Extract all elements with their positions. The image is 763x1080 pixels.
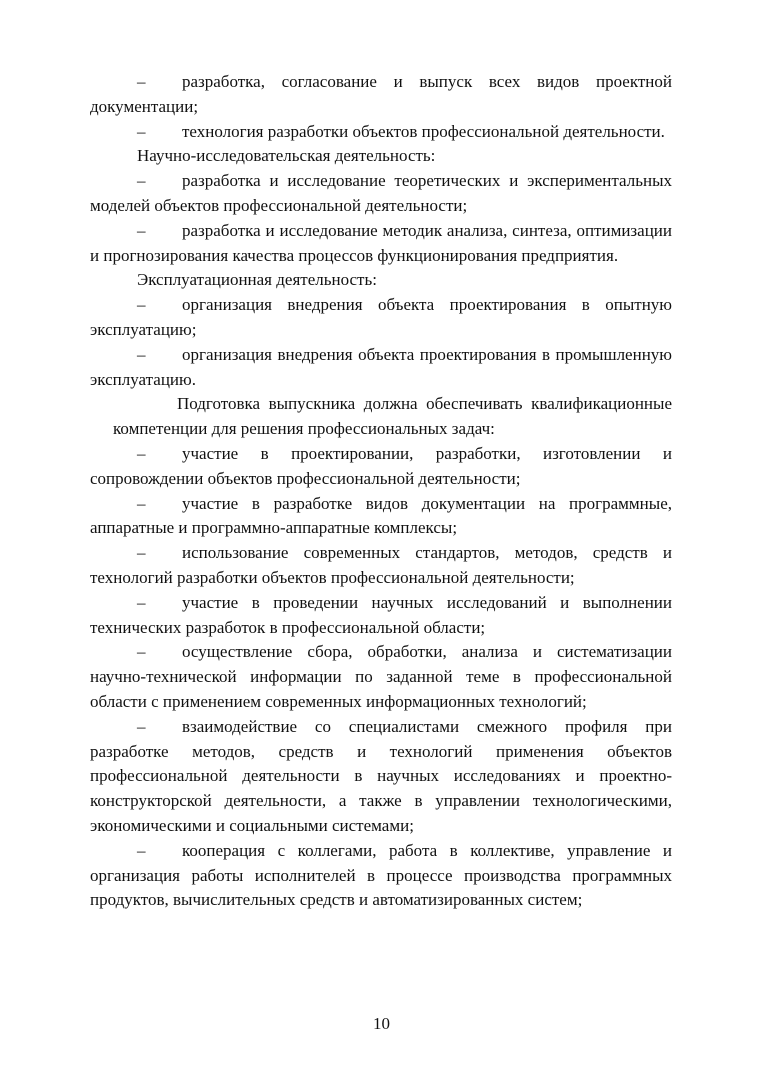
list-item [90,169,672,219]
dash-marker: – [137,840,146,860]
list-item [90,120,672,145]
list-item-text: разработка и исследование методик анализа, синтеза, оптимизации и прогнозирования качества процессов функционирования предприятия. [90,220,672,265]
list-item-text: кооперация с коллегами, работа в коллективе, управление и организация работы исполнителей в процессе производства программных продуктов, вычислительных средств и автоматизированных систем; [90,840,672,910]
list-item [90,293,672,343]
list-item [90,442,672,492]
list-item-text: участие в проведении научных исследований и выполнении технических разработок в профессиональной области; [90,592,672,637]
list-item-text: участие в разработке видов документации на программные, аппаратные и программно-аппаратные комплексы; [90,493,672,538]
dash-marker: – [137,220,146,240]
list-item [90,219,672,269]
list-item-text: осуществление сбора, обработки, анализа и систематизации научно-технической информации по заданной теме в профессиональной области с применением современных информационных технологий; [90,642,672,711]
document-body [90,70,672,913]
list-item [90,541,672,591]
dash-marker: – [137,443,146,463]
list-item-text: взаимодействие со специалистами смежного профиля при разработке методов, средств и технологий применения объектов профессиональной деятельности в научных исследованиях и проектно-конструкторской деятельности, а также в управлении технологическими, экономическими и социальными системами; [90,716,672,835]
page-number: 10 [373,1014,390,1033]
dash-marker: – [137,493,146,513]
competencies-intro: Подготовка выпускника должна обеспечивать квалификационные компетенции для решения профессиональных задач: [113,394,672,439]
list-item-text: разработка и исследование теоретических и экспериментальных моделей объектов профессиональной деятельности; [90,171,672,215]
list-item [90,591,672,641]
list-item-text: использование современных стандартов, методов, средств и технологий разработки объектов профессиональной деятельности; [90,543,672,587]
list-item [90,839,672,913]
list-item [90,640,672,714]
dash-marker: – [137,344,146,364]
section-heading-operational: Эксплуатационная деятельность: [137,270,377,290]
list-item [90,343,672,393]
dash-marker: – [137,716,146,736]
dash-marker: – [137,592,146,612]
list-item-text: разработка, согласование и выпуск всех видов проектной документации; [90,72,672,116]
dash-marker: – [137,642,146,662]
section-heading-research: Научно-исследовательская деятельность: [137,146,436,166]
dash-marker: – [137,72,146,91]
list-item [90,492,672,542]
dash-marker: – [137,543,146,563]
list-item-text: организация внедрения объекта проектирования в промышленную эксплуатацию. [90,344,672,389]
list-item-text: организация внедрения объекта проектирования в опытную эксплуатацию; [90,295,672,339]
list-item [90,70,672,120]
dash-marker: – [137,295,146,315]
list-item-text: участие в проектировании, разработки, изготовлении и сопровождении объектов профессиональной деятельности; [90,443,672,488]
dash-marker: – [137,121,146,141]
list-item-text: технология разработки объектов профессиональной деятельности. [182,121,665,141]
list-item [90,715,672,839]
dash-marker: – [137,171,146,191]
